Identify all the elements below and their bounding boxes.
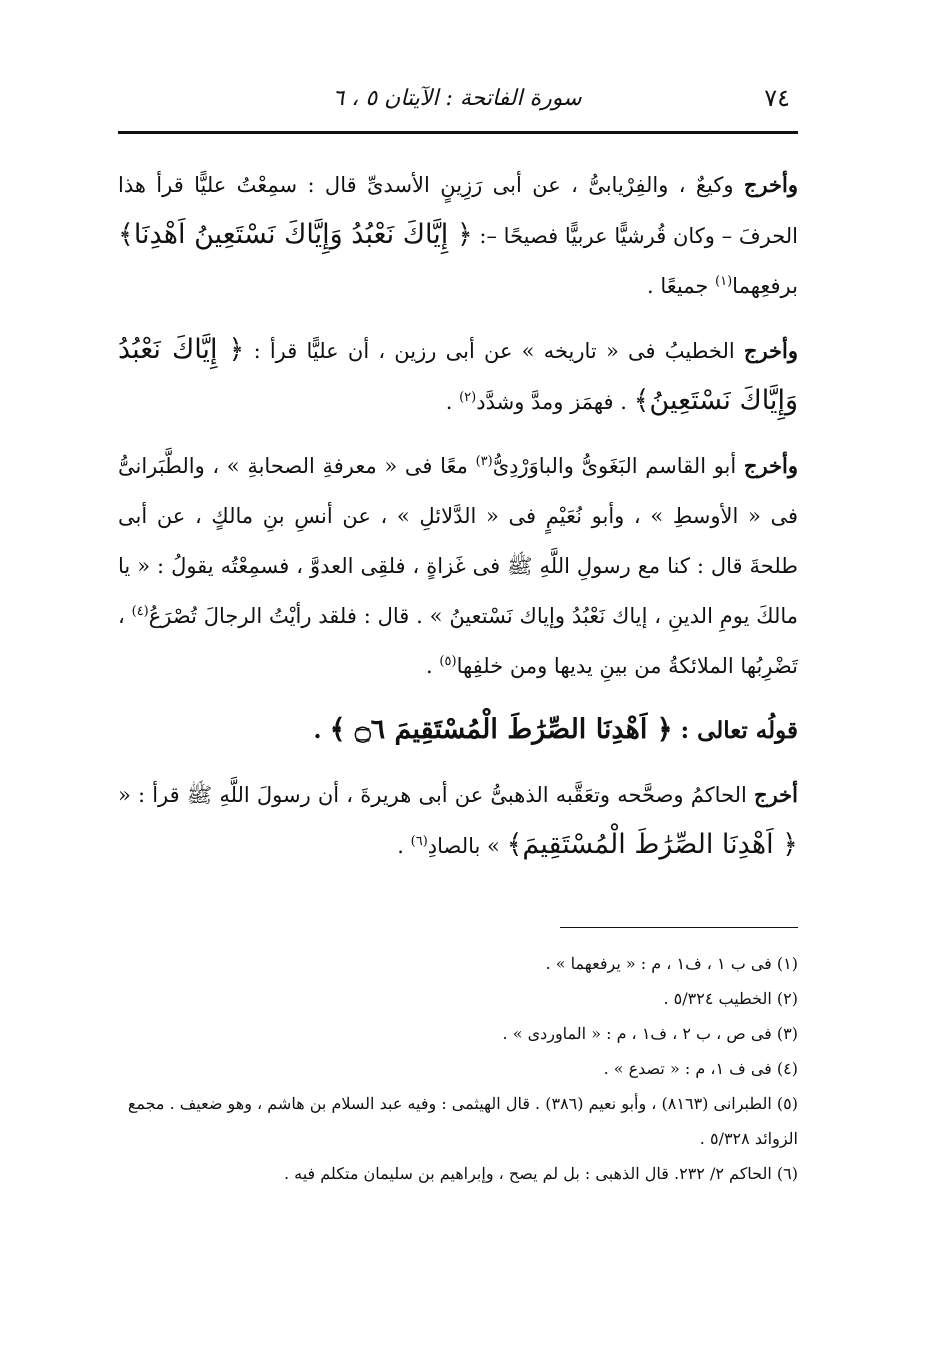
paragraph-3 (118, 441, 798, 691)
paragraph-text: . فهمَز ومدَّ وشدَّد (476, 390, 627, 414)
footnote-ref[interactable]: (٣) (475, 454, 493, 469)
footnote-ref[interactable]: (٢) (459, 390, 477, 405)
paragraph-text: . (397, 834, 404, 858)
quran-verse: ﴿ اَهْدِنَا الصِّرَٰطَ الْمُسْتَقِيمَ﴾ (506, 829, 798, 860)
paragraph-text: وكيعٌ ، والفِرْيابىُّ ، عن أبى رَزِينٍ الأسدىِّ قال : سمِعْتُ عليًّا قرأ هذا الحرفَ – وكان قُرشيًّا عربيًّا فصيحًا –: (118, 173, 798, 248)
paragraph-lead: وأخرج (743, 338, 798, 363)
footnote-3: (٣) فى ص ، ب ٢ ، ف١ ، م : « الماوردى » . (502, 1024, 798, 1043)
paragraph-2 (118, 325, 798, 427)
running-title: سورة الفاتحة : الآيتان ٥ ، ٦ (332, 86, 582, 111)
quran-verse: ﴿ اَهْدِنَا الصِّرَٰطَ الْمُسْتَقِيمَ ۝٦ ﴾ (329, 714, 673, 745)
footnote-1: (١) فى ب ١ ، ف١ ، م : « يرفعهما » . (545, 954, 798, 973)
paragraph-text: . (426, 654, 433, 678)
footnotes (118, 946, 798, 1191)
heading-lead: قولُه تعالى : (680, 717, 798, 744)
footnote-6: (٦) الحاكم ٢/ ٢٣٢. قال الذهبى : بل لم يصح ، وإبراهيم بن سليمان متكلم فيه . (283, 1164, 798, 1183)
paragraph-lead: وأخرج (743, 453, 799, 478)
paragraph-text: الخطيبُ فى « تاريخه » عن أبى رزين ، أن عليًّا قرأ : (253, 339, 735, 363)
paragraph-text: ، تَضْرِبُها الملائكةُ من بينِ يديها ومن خلفِها (118, 604, 798, 678)
verse-heading (118, 705, 798, 756)
footnote-4: (٤) فى ف ١، م : « تصدع » . (603, 1059, 798, 1078)
heading-tail: . (313, 717, 322, 744)
quran-verse: ﴿ إِيَّاكَ نَعْبُدُ وَإِيَّاكَ نَسْتَعِينُ﴾ (118, 334, 798, 416)
page-number: ٧٤ (764, 84, 790, 112)
paragraph-text: برفعِهما (732, 274, 798, 298)
header-rule (118, 131, 798, 134)
paragraph-4 (118, 770, 798, 871)
paragraph-text: » بالصادِ (427, 834, 500, 858)
footnote-ref[interactable]: (٥) (439, 654, 457, 669)
footnote-2: (٢) الخطيب ٥/٣٢٤ . (663, 989, 798, 1008)
paragraph-text: الحاكمُ وصحَّحه وتعَقَّبه الذهبىُّ عن أبى هريرةَ ، أن رسولَ اللَّهِ ﷺ قرأ : « (118, 783, 747, 807)
paragraph-lead: وأخرج (743, 172, 798, 197)
main-text (118, 160, 798, 885)
quran-verse: ﴿ إِيَّاكَ نَعْبُدُ وَإِيَّاكَ نَسْتَعِينُ اَهْدِنَا﴾ (118, 219, 473, 250)
paragraph-text: معًا فى « معرفةِ الصحابةِ » ، والطَّبَرانىُّ فى « الأوسطِ » ، وأبو نُعَيْمٍ فى « الدَّلائلِ » ، عن أنسِ بنِ مالكٍ ، عن أبى طلحةَ قال : كنا مع رسولِ اللَّهِ ﷺ فى غَزاةٍ ، فلقِى العدوَّ ، فسمِعْتُه يقولُ : « يا مالكَ يومِ الدينِ ، إياك نَعْبُدُ وإياك نَسْتعينُ » . قال : فلقد رأيْتُ الرجالَ تُصْرَعُ (118, 454, 798, 628)
paragraph-text: . (445, 390, 453, 414)
paragraph-text: أبو القاسم البَغَوىُّ والباوَرْدِىُّ (492, 454, 737, 478)
footnote-5: (٥) الطبرانى (٨١٦٣) ، وأبو نعيم (٣٨٦) . قال الهيثمى : وفيه عبد السلام بن هاشم ، وهو ضعيف . مجمع الزوائد ٥/٣٢٨ . (127, 1094, 798, 1148)
footnote-ref[interactable]: (٦) (410, 834, 428, 849)
footnote-rule (560, 927, 798, 928)
paragraph-1 (118, 160, 798, 311)
page-header (118, 80, 796, 120)
paragraph-text: جميعًا . (647, 274, 709, 298)
footnote-ref[interactable]: (٤) (131, 604, 149, 619)
footnote-ref[interactable]: (١) (715, 274, 733, 289)
paragraph-lead: أخرج (754, 782, 798, 807)
